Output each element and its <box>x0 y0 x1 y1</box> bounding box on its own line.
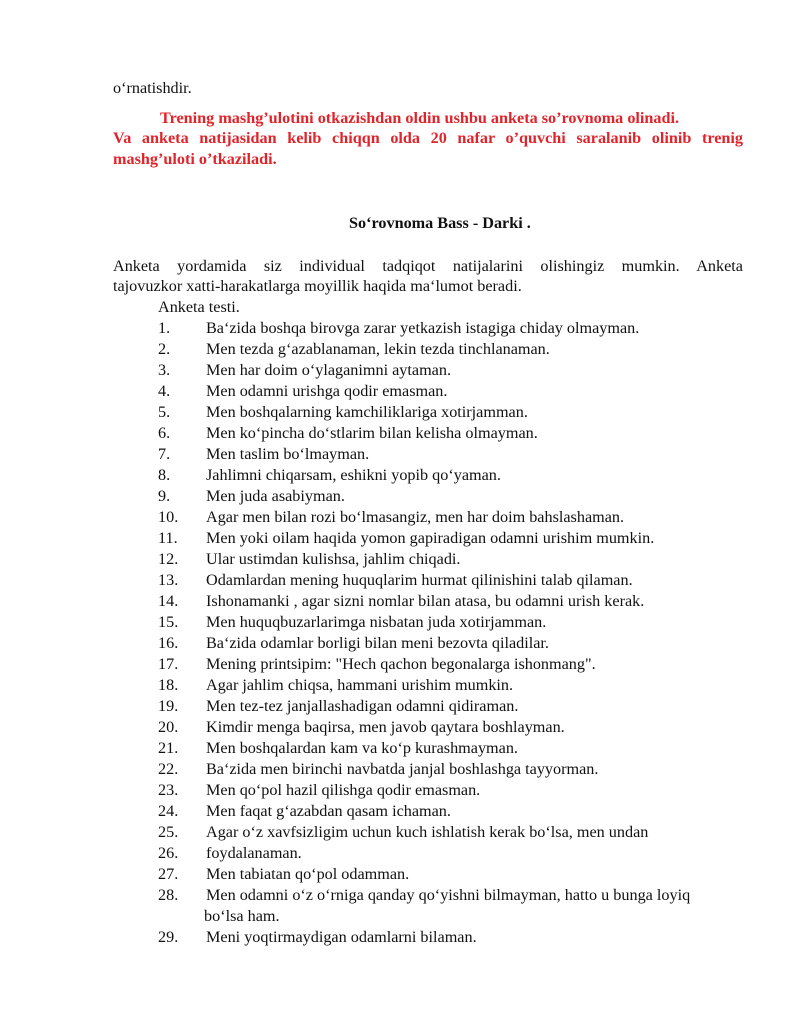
question-text: Men taslim bo‘lmayman. <box>206 445 370 463</box>
question-text: Men boshqalardan kam va ko‘p kurashmayman. <box>206 739 518 757</box>
question-text: Men odamni urishga qodir emasman. <box>206 382 448 400</box>
intro-line-1: Anketa yordamida siz individual tadqiqot natijalarini olishingiz mumkin. Anketa <box>113 257 743 275</box>
question-text: Mening printsipim: "Hech qachon begonalarga ishonmang". <box>206 655 596 673</box>
question-text: Men tabiatan qo‘pol odamman. <box>206 865 410 883</box>
question-number: 7. <box>158 445 171 463</box>
question-number: 2. <box>158 340 171 358</box>
question-text: Men boshqalarning kamchiliklariga xotirjamman. <box>206 403 528 421</box>
question-number: 18. <box>158 676 179 694</box>
question-text: Jahlimni chiqarsam, eshikni yopib qo‘yaman. <box>206 466 501 484</box>
red-note-line-2: Va anketa natijasidan kelib chiqqn olda 20 nafar o’quvchi saralanib olinib trenig <box>113 129 743 147</box>
question-text: Men ko‘pincha do‘stlarim bilan kelisha olmayman. <box>206 424 538 442</box>
question-number: 23. <box>158 781 179 799</box>
question-text: Kimdir menga baqirsa, men javob qaytara boshlayman. <box>206 718 565 736</box>
question-text: Ba‘zida boshqa birovga zarar yetkazish istagiga chiday olmayman. <box>206 319 640 337</box>
question-text: Men yoki oilam haqida yomon gapiradigan odamni urishim mumkin. <box>206 529 655 547</box>
question-text: Agar men bilan rozi bo‘lmasangiz, men har doim bahslashaman. <box>206 508 625 526</box>
paragraph-continuation: o‘rnatishdir. <box>113 79 192 97</box>
question-text: Ishonamanki , agar sizni nomlar bilan atasa, bu odamni urish kerak. <box>206 592 645 610</box>
question-number: 27. <box>158 865 179 883</box>
question-number: 5. <box>158 403 171 421</box>
question-text: Men tez-tez janjallashadigan odamni qidiraman. <box>206 697 519 715</box>
question-number: 13. <box>158 571 179 589</box>
question-text: Men tezda g‘azablanaman, lekin tezda tinchlanaman. <box>206 340 550 358</box>
survey-title: So‘rovnoma Bass - Darki . <box>349 214 531 232</box>
question-number: 20. <box>158 718 179 736</box>
question-number: 14. <box>158 592 179 610</box>
question-text: Men odamni o‘z o‘rniga qanday qo‘yishni bilmayman, hatto u bunga loyiq <box>206 886 691 904</box>
question-text: Men huquqbuzarlarimga nisbatan juda xotirjamman. <box>206 613 547 631</box>
question-text: foydalanaman. <box>206 844 302 862</box>
question-number: 8. <box>158 466 171 484</box>
question-number: 26. <box>158 844 179 862</box>
question-number: 1. <box>158 319 171 337</box>
question-text: Meni yoqtirmaydigan odamlarni bilaman. <box>206 928 477 946</box>
question-number: 21. <box>158 739 179 757</box>
question-number: 3. <box>158 361 171 379</box>
question-number: 6. <box>158 424 171 442</box>
question-number: 12. <box>158 550 179 568</box>
question-text: Men faqat g‘azabdan qasam ichaman. <box>206 802 451 820</box>
intro-line-2: tajovuzkor xatti-harakatlarga moyillik haqida ma‘lumot beradi. <box>113 277 522 295</box>
question-number: 4. <box>158 382 171 400</box>
question-number: 10. <box>158 508 179 526</box>
question-text: Men qo‘pol hazil qilishga qodir emasman. <box>206 781 481 799</box>
question-text: Ular ustimdan kulishsa, jahlim chiqadi. <box>206 550 461 568</box>
question-number: 24. <box>158 802 179 820</box>
question-text: Agar jahlim chiqsa, hammani urishim mumkin. <box>206 676 514 694</box>
question-text: Ba‘zida odamlar borligi bilan meni bezovta qiladilar. <box>206 634 549 652</box>
red-note-line-3: mashg’uloti o’tkaziladi. <box>113 150 277 168</box>
question-number: 19. <box>158 697 179 715</box>
question-number: 25. <box>158 823 179 841</box>
test-label: Anketa testi. <box>158 298 240 316</box>
question-text: Men har doim o‘ylaganimni aytaman. <box>206 361 451 379</box>
question-text: bo‘lsa ham. <box>204 907 280 925</box>
question-number: 11. <box>158 529 178 547</box>
red-note-line-1: Trening mashg’ulotini otkazishdan oldin ushbu anketa so’rovnoma olinadi. <box>160 109 680 127</box>
question-number: 22. <box>158 760 179 778</box>
question-text: Men juda asabiyman. <box>206 487 345 505</box>
question-text: Odamlardan mening huquqlarim hurmat qilinishini talab qilaman. <box>206 571 633 589</box>
question-number: 15. <box>158 613 179 631</box>
question-number: 29. <box>158 928 179 946</box>
question-number: 17. <box>158 655 179 673</box>
question-text: Agar o‘z xavfsizligim uchun kuch ishlatish kerak bo‘lsa, men undan <box>206 823 649 841</box>
question-number: 9. <box>158 487 171 505</box>
question-number: 28. <box>158 886 179 904</box>
question-number: 16. <box>158 634 179 652</box>
question-text: Ba‘zida men birinchi navbatda janjal boshlashga tayyorman. <box>206 760 599 778</box>
